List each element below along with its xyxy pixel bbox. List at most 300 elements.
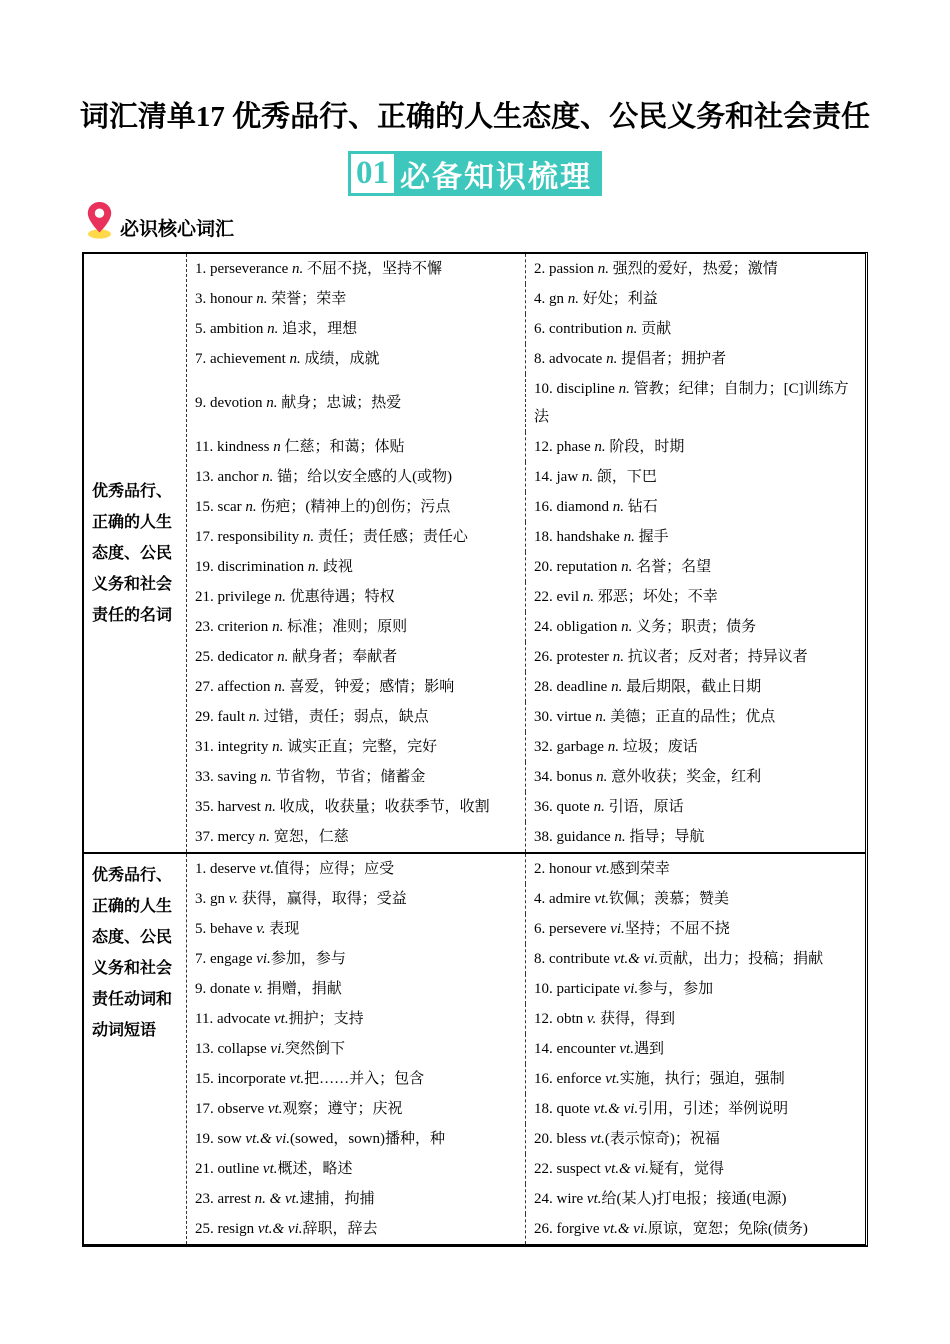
entry-text (534, 493, 658, 521)
entry-text (534, 315, 671, 343)
vocab-entry (187, 1034, 526, 1064)
entry-def: 仁慈；和蔼；体贴 (280, 439, 405, 455)
vocab-entry (187, 1064, 526, 1094)
entry-pos: n. (594, 439, 606, 455)
entry-pos: n. (307, 559, 320, 575)
entry-pos: v. (586, 1011, 597, 1027)
vocab-entry (526, 702, 865, 732)
entry-pos: n. (272, 739, 284, 755)
vocab-row (187, 1064, 865, 1094)
entry-number: 30. (534, 709, 553, 725)
vocab-row (187, 1154, 865, 1184)
entry-word: affection (217, 679, 271, 695)
entry-text (195, 1215, 378, 1243)
entry-number: 2. (534, 261, 546, 277)
entry-pos: n. (245, 499, 257, 515)
entry-number: 20. (534, 1131, 553, 1147)
entry-word: phase (556, 439, 591, 455)
entry-def: 过错，责任；弱点，缺点 (260, 709, 429, 725)
entry-number: 19. (195, 559, 214, 575)
entry-pos: n. (262, 469, 274, 485)
entry-def: 参加，参与 (270, 951, 346, 967)
vocab-entry (526, 1034, 865, 1064)
entry-number: 25. (195, 1221, 214, 1237)
vocab-entry (187, 552, 526, 582)
vocab-row (187, 884, 865, 914)
entry-word: deserve (210, 861, 256, 877)
vocab-entry (187, 944, 526, 974)
entry-number: 12. (534, 439, 553, 455)
entry-text (195, 553, 353, 581)
vocab-entry (526, 314, 865, 344)
entry-number: 15. (195, 499, 214, 515)
entry-text (534, 793, 684, 821)
entry-number: 1. (195, 261, 207, 277)
entry-word: donate (210, 981, 250, 997)
entry-word: garbage (556, 739, 604, 755)
entry-pos: n. (264, 799, 276, 815)
entry-text (195, 389, 401, 417)
entry-number: 11. (195, 1011, 214, 1027)
entry-pos: n. (277, 649, 289, 665)
vocab-row (187, 314, 865, 344)
entry-word: gn (210, 891, 225, 907)
entry-text (534, 613, 756, 641)
entry-word: saving (217, 769, 257, 785)
entry-text (195, 433, 404, 461)
entry-word: achievement (210, 351, 286, 367)
entry-number: 31. (195, 739, 214, 755)
entry-word: bless (556, 1131, 587, 1147)
entry-def: 管教；纪律；自制力；[C]训练方法 (534, 381, 849, 425)
entry-text (195, 1065, 424, 1093)
entry-pos: n. (614, 829, 626, 845)
entry-pos: n. (623, 529, 635, 545)
entry-number: 26. (534, 649, 553, 665)
entry-number: 10. (534, 381, 553, 397)
entry-def: 收成，收获量；收获季节，收割 (275, 799, 490, 815)
entry-pos: n. (292, 261, 304, 277)
entry-text (534, 1035, 664, 1063)
entry-text (195, 823, 349, 851)
entry-number: 38. (534, 829, 553, 845)
entry-def: 义务；职责；债务 (632, 619, 757, 635)
entry-number: 7. (195, 351, 207, 367)
entry-text (534, 433, 684, 461)
entry-text (195, 523, 468, 551)
entry-number: 8. (534, 351, 546, 367)
entry-word: kindness (216, 439, 270, 455)
entry-word: guidance (556, 829, 611, 845)
vocab-entry (187, 1154, 526, 1184)
entry-text (195, 613, 407, 641)
entry-def: 疑有，觉得 (649, 1161, 725, 1177)
entry-text (195, 915, 299, 943)
entry-number: 14. (534, 469, 553, 485)
entry-text (195, 885, 407, 913)
vocab-entry (187, 1094, 526, 1124)
entry-word: arrest (217, 1191, 251, 1207)
entry-word: quote (556, 799, 590, 815)
entry-number: 18. (534, 1101, 553, 1117)
entry-text (534, 583, 718, 611)
vocab-row (187, 974, 865, 1004)
vocab-row (187, 1004, 865, 1034)
entry-word: dedicator (217, 649, 274, 665)
vocab-entry (187, 582, 526, 612)
entry-pos: vt. (262, 1161, 278, 1177)
entry-text (195, 945, 346, 973)
entry-text (534, 1215, 808, 1243)
entry-pos: n. (621, 559, 633, 575)
entry-text (195, 733, 437, 761)
entry-pos: n (273, 439, 281, 455)
entry-def: 献身者；奉献者 (288, 649, 398, 665)
entry-pos: vt.& vi. (604, 1161, 649, 1177)
vocab-entry (187, 284, 526, 314)
entry-word: obligation (556, 619, 618, 635)
entry-pos: n. (612, 649, 624, 665)
entry-word: mercy (217, 829, 255, 845)
entry-number: 3. (195, 291, 207, 307)
entry-def: 把……并入；包含 (304, 1071, 425, 1087)
vocab-entry (526, 522, 865, 552)
entry-word: honour (549, 861, 592, 877)
entry-text (534, 643, 808, 671)
entry-text (195, 763, 425, 791)
vocab-row (187, 792, 865, 822)
entry-number: 18. (534, 529, 553, 545)
entry-pos: n. (611, 679, 623, 695)
vocab-entry (187, 702, 526, 732)
entry-word: virtue (556, 709, 592, 725)
vocab-row (187, 1124, 865, 1154)
entry-number: 24. (534, 619, 553, 635)
entry-text (534, 463, 657, 491)
entry-pos: n. (267, 321, 279, 337)
entry-def: 原谅，宽恕；免除(债务) (647, 1221, 808, 1237)
entry-number: 9. (195, 395, 207, 411)
entry-word: protester (556, 649, 609, 665)
entry-text (195, 1095, 403, 1123)
entry-word: incorporate (217, 1071, 286, 1087)
vocab-entry (526, 552, 865, 582)
entry-pos: n. (597, 261, 609, 277)
entry-word: jaw (556, 469, 579, 485)
entry-pos: vt. (586, 1191, 602, 1207)
entry-text (534, 1095, 788, 1123)
badge-number: 01 (351, 154, 394, 193)
entry-def: 突然倒下 (284, 1041, 345, 1057)
entry-text (534, 255, 778, 283)
vocab-entry (187, 432, 526, 462)
entry-number: 15. (195, 1071, 214, 1087)
entry-text (195, 1155, 353, 1183)
entry-word: scar (217, 499, 242, 515)
entry-def: 伤疤；(精神上的)创伤；污点 (256, 499, 451, 515)
vocab-entry (187, 314, 526, 344)
entry-word: passion (549, 261, 594, 277)
entry-text (195, 493, 450, 521)
entry-text (534, 523, 669, 551)
entry-def: 歧视 (319, 559, 353, 575)
entry-number: 20. (534, 559, 553, 575)
entry-text (534, 1155, 724, 1183)
section-header-text: 优秀品行、正确的人生态度、公民义务和社会责任动词和动词短语 (92, 867, 173, 1039)
core-vocab-heading-label: 必识核心词汇 (120, 219, 235, 240)
entry-def: 最后期限，截止日期 (622, 679, 762, 695)
entry-def: 坚持；不屈不挠 (624, 921, 730, 937)
entry-number: 4. (534, 291, 546, 307)
entry-text (195, 1125, 445, 1153)
entry-word: contribute (549, 951, 610, 967)
entry-def: 美德；正直的品性；优点 (606, 709, 776, 725)
entry-def: 宽恕，仁慈 (269, 829, 349, 845)
vocab-row (187, 522, 865, 552)
entry-number: 35. (195, 799, 214, 815)
entry-text (195, 255, 442, 283)
entry-word: observe (217, 1101, 265, 1117)
entry-pos: vt. (289, 1071, 305, 1087)
vocab-row (187, 702, 865, 732)
entry-def: 概述，略述 (277, 1161, 353, 1177)
vocab-row (187, 552, 865, 582)
vocab-row (187, 284, 865, 314)
page-title: 词汇清单17 优秀品行、正确的人生态度、公民义务和社会责任 (79, 101, 871, 133)
vocab-entry (526, 1004, 865, 1034)
vocab-entry (526, 854, 865, 884)
vocab-entry (187, 344, 526, 374)
entry-text (534, 945, 823, 973)
entry-number: 22. (534, 589, 553, 605)
vocab-row (187, 582, 865, 612)
entry-def: 献身；忠诚；热爱 (277, 395, 402, 411)
entry-number: 6. (534, 921, 546, 937)
vocab-row (187, 432, 865, 462)
vocab-entry (526, 1124, 865, 1154)
entry-number: 11. (195, 439, 214, 455)
entry-number: 17. (195, 1101, 214, 1117)
entry-pos: vt. (259, 861, 275, 877)
entry-def: 节省物，节省；储蓄金 (271, 769, 426, 785)
entry-text (534, 375, 861, 431)
entry-word: quote (556, 1101, 590, 1117)
vocab-entry (526, 254, 865, 284)
entry-number: 4. (534, 891, 546, 907)
vocab-entry (187, 792, 526, 822)
vocab-row (187, 1094, 865, 1124)
entry-def: 辞职，辞去 (302, 1221, 378, 1237)
vocab-row (187, 254, 865, 284)
entry-number: 13. (195, 1041, 214, 1057)
entry-pos: vt. (619, 1041, 634, 1057)
entry-number: 32. (534, 739, 553, 755)
entry-word: privilege (217, 589, 271, 605)
vocab-entry (187, 1124, 526, 1154)
entry-pos: n. (607, 739, 619, 755)
entry-def: 拥护；支持 (288, 1011, 364, 1027)
entry-def: 意外收获；奖金，红利 (607, 769, 762, 785)
vocab-entry (526, 642, 865, 672)
entry-word: forgive (556, 1221, 600, 1237)
table-section (84, 852, 865, 1244)
entry-pos: n. (302, 529, 315, 545)
entry-number: 3. (195, 891, 207, 907)
entry-def: 指导；导航 (625, 829, 705, 845)
entry-def: 值得；应得；应受 (274, 861, 395, 877)
entry-number: 6. (534, 321, 546, 337)
entry-def: 提倡者；拥护者 (617, 351, 727, 367)
entry-pos: v. (256, 921, 266, 937)
entry-word: bonus (556, 769, 593, 785)
entry-pos: n. (581, 469, 594, 485)
entry-word: integrity (217, 739, 269, 755)
table-section (84, 254, 865, 852)
entry-number: 36. (534, 799, 553, 815)
vocab-entry (526, 374, 865, 432)
entry-pos: n. (256, 291, 268, 307)
entry-def: 捐赠，捐献 (263, 981, 342, 997)
vocab-row (187, 492, 865, 522)
entry-text (195, 975, 342, 1003)
entry-word: engage (210, 951, 253, 967)
entry-number: 16. (534, 1071, 553, 1087)
vocab-entry (526, 944, 865, 974)
entry-word: enforce (556, 1071, 602, 1087)
entry-def: 遇到 (633, 1041, 664, 1057)
entry-text (534, 1005, 675, 1033)
entry-def: 好处；利益 (579, 291, 658, 307)
entry-number: 23. (195, 619, 214, 635)
core-vocab-heading (86, 206, 950, 244)
entry-def: 观察；遵守；庆祝 (282, 1101, 403, 1117)
vocab-entry (526, 914, 865, 944)
entry-word: devotion (210, 395, 263, 411)
entry-text (195, 673, 454, 701)
entry-def: 追求，理想 (278, 321, 358, 337)
entry-text (195, 703, 429, 731)
entry-word: advocate (216, 1011, 271, 1027)
entry-pos: n. (618, 381, 630, 397)
entry-word: suspect (556, 1161, 601, 1177)
entry-number: 21. (195, 1161, 214, 1177)
vocab-entry (187, 914, 526, 944)
entry-word: encounter (556, 1041, 616, 1057)
vocab-entry (526, 1184, 865, 1214)
vocab-entry (187, 522, 526, 552)
entry-text (534, 1065, 785, 1093)
entry-def: 颌，下巴 (593, 469, 657, 485)
vocab-entry (187, 1214, 526, 1244)
entry-number: 13. (195, 469, 214, 485)
vocab-entry (187, 492, 526, 522)
entry-def: 成绩，成就 (300, 351, 380, 367)
entry-word: contribution (549, 321, 623, 337)
entry-number: 23. (195, 1191, 214, 1207)
vocab-row (187, 672, 865, 702)
entry-word: collapse (217, 1041, 267, 1057)
entry-text (534, 703, 775, 731)
entry-word: perseverance (210, 261, 289, 277)
entry-number: 12. (534, 1011, 553, 1027)
entry-number: 26. (534, 1221, 553, 1237)
entry-pos: v. (228, 891, 239, 907)
entry-text (534, 855, 670, 883)
vocab-row (187, 612, 865, 642)
entry-text (534, 975, 713, 1003)
entry-text (195, 583, 395, 611)
entry-def: 贡献，出力；投稿；捐献 (658, 951, 824, 967)
vocab-row (187, 462, 865, 492)
vocab-entry (526, 1154, 865, 1184)
entry-text (195, 1035, 345, 1063)
entry-pos: n. (248, 709, 260, 725)
entry-pos: vt. (274, 1011, 289, 1027)
section-rows (187, 254, 865, 852)
entry-def: 标准；准则；原则 (283, 619, 408, 635)
entry-text (534, 823, 704, 851)
entry-text (195, 1005, 364, 1033)
vocab-entry (526, 1064, 865, 1094)
entry-number: 28. (534, 679, 553, 695)
entry-word: behave (210, 921, 253, 937)
vocab-entry (187, 884, 526, 914)
entry-number: 5. (195, 921, 207, 937)
entry-number: 17. (195, 529, 214, 545)
vocab-entry (187, 854, 526, 884)
vocab-row (187, 344, 865, 374)
entry-def: 钻石 (624, 499, 658, 515)
entry-pos: vt. (595, 861, 610, 877)
entry-def: 荣誉；荣幸 (267, 291, 347, 307)
entry-text (195, 1185, 375, 1213)
entry-text (534, 915, 730, 943)
vocab-entry (526, 1094, 865, 1124)
entry-word: outline (217, 1161, 260, 1177)
entry-pos: vt. (590, 1131, 605, 1147)
entry-pos: n. (272, 619, 284, 635)
entry-pos: n. (596, 769, 608, 785)
entry-def: 钦佩；羡慕；赞美 (608, 891, 729, 907)
entry-word: admire (549, 891, 591, 907)
vocab-entry (187, 374, 526, 432)
entry-pos: n. (567, 291, 579, 307)
vocab-entry (526, 762, 865, 792)
entry-def: 感到荣幸 (609, 861, 670, 877)
vocab-row (187, 1214, 865, 1244)
entry-number: 5. (195, 321, 207, 337)
entry-word: wire (556, 1191, 584, 1207)
entry-pos: vt. (605, 1071, 620, 1087)
vocab-entry (187, 822, 526, 852)
entry-def: 名誉；名望 (632, 559, 712, 575)
knowledge-badge (348, 151, 602, 196)
entry-pos: vt. (594, 891, 609, 907)
vocab-entry (526, 492, 865, 522)
entry-pos: n. (621, 619, 633, 635)
entry-word: discrimination (217, 559, 305, 575)
entry-text (534, 345, 726, 373)
entry-word: discipline (556, 381, 615, 397)
vocab-entry (526, 732, 865, 762)
vocab-entry (526, 462, 865, 492)
vocab-entry (187, 762, 526, 792)
entry-pos: vi. (256, 951, 271, 967)
entry-def: 喜爱，钟爱；感情；影响 (285, 679, 455, 695)
entry-pos: vt. (267, 1101, 283, 1117)
entry-text (534, 1125, 720, 1153)
entry-number: 24. (534, 1191, 553, 1207)
